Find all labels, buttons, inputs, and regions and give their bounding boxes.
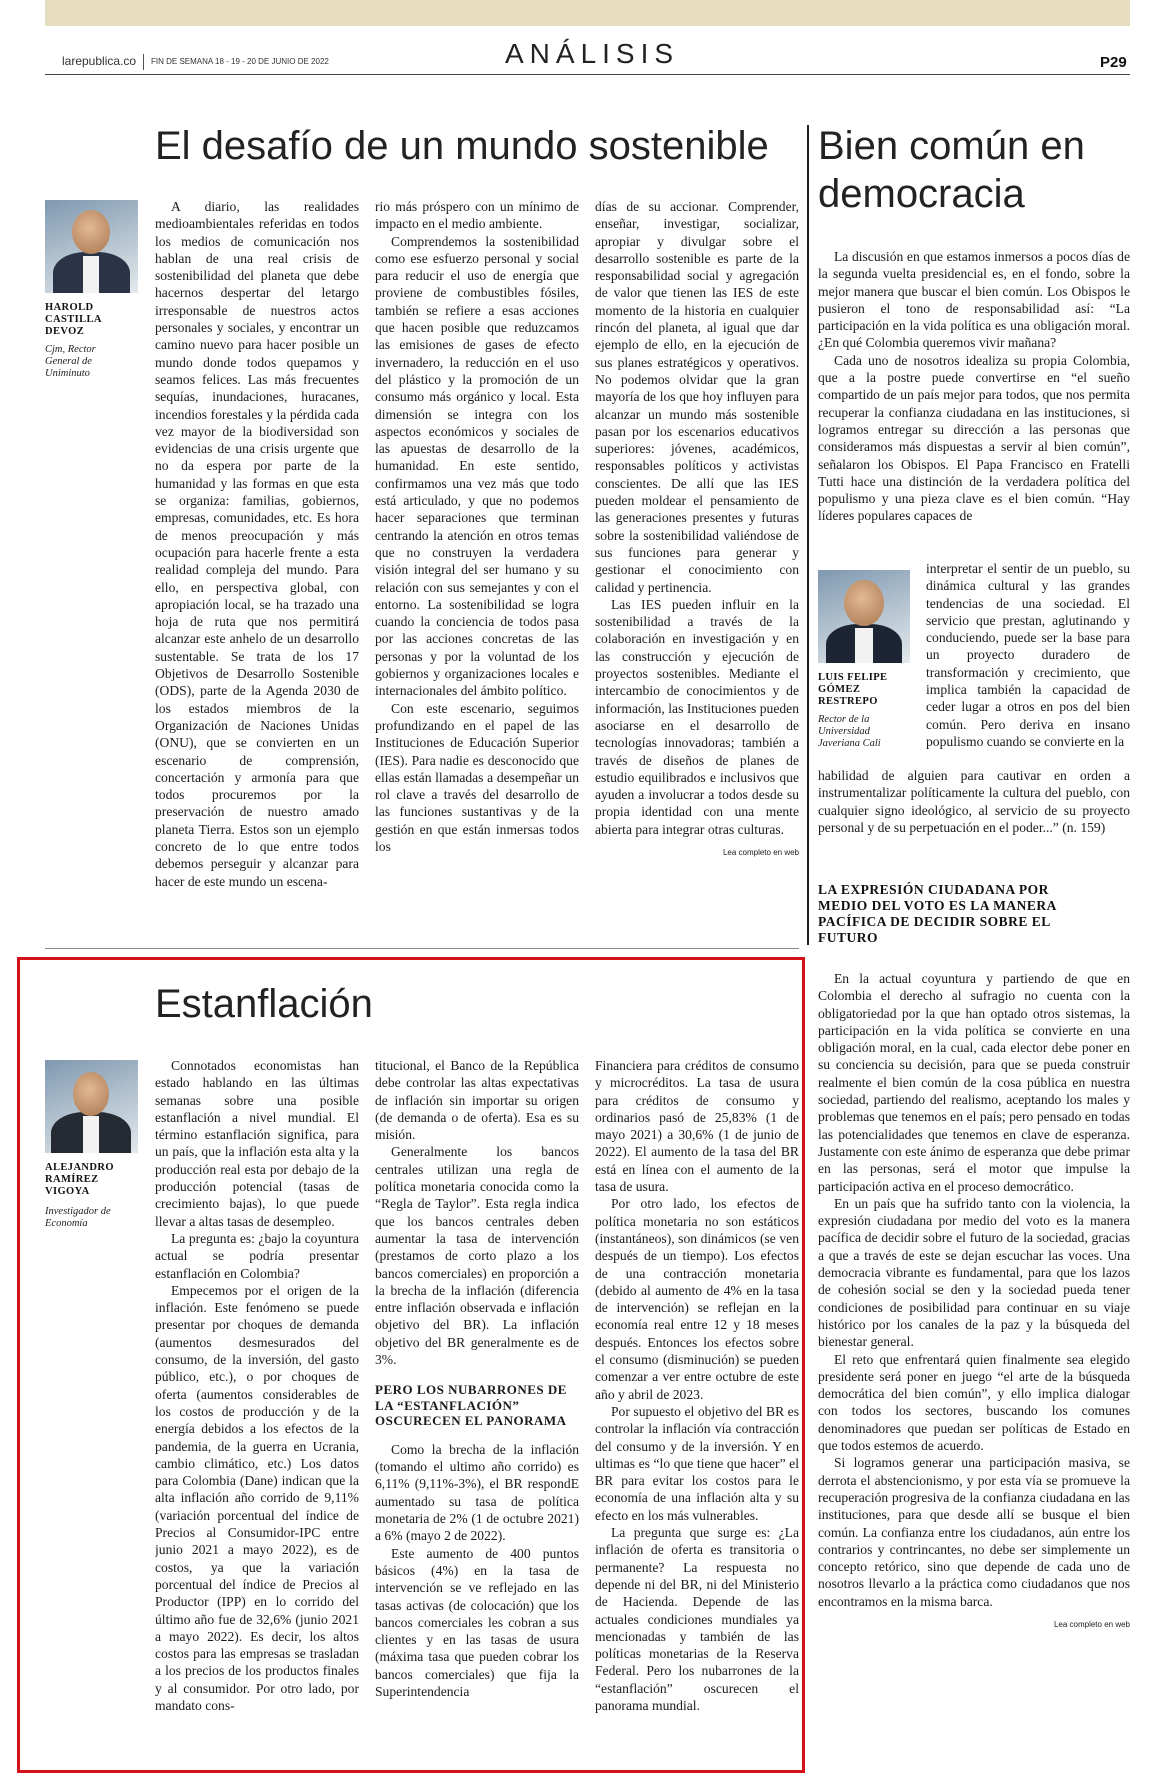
paragraph: El reto que enfrentará quien finalmente sea elegido presidente será poner en juego “el arte de la búsqueda democrática del bien común”, y ello implica dialogar con todos los sectores, buscando los comunes denominadores que puedan ser políticas de Estado en que todos estemos de acuerdo. — [818, 1351, 1130, 1454]
article-1-title: El desafío de un mundo sostenible — [155, 124, 769, 168]
edition-date: FIN DE SEMANA 18 - 19 - 20 DE JUNIO DE 2022 — [151, 57, 329, 66]
author-photo-luis-felipe — [818, 570, 910, 663]
article-3-column-2 — [375, 1057, 579, 1747]
author-role: Investigador de Economía — [45, 1206, 111, 1229]
paragraph: días de su accionar. Comprender, enseñar, investigar, socializar, apropiar y divulgar sobre el desarrollo sostenible es parte de la responsabilidad social y agregación de valor que tienen las IES de este momento de la historia en cualquier rincón del planeta, al igual que dar ejemplo de ello, en la ejecución de sus planes estratégicos y operativos. No podemos olvidar que la gran mayoría de los que hoy influyen para alcanzar un mundo más sostenible pasan por los escenarios educativos superiores: jóvenes, académicos, responsables políticos y activistas conscientes. De allí que las IES pueden moldear el pensamiento de las generaciones presentes y futuras sobre la sostenibilidad valiéndose de sus funciones para generar y gestionar el conocimiento con calidad y pertinencia. — [595, 199, 799, 595]
article-2-float-paragraph: interpretar el sentir de un pueblo, su dinámica cultural y las grandes tendencias de una sociedad. El servicio que prestan, aglutinando y conduciendo, puede ser la base para un proyecto duradero de transformación y crecimiento, que implica también la capacidad de ceder lugar a otros en pos del bien común. Pero deriva en insano populismo cuando se convierte en la — [926, 561, 1130, 749]
article-2-title: Bien común en democracia — [818, 124, 1085, 216]
paragraph: La discusión en que estamos inmersos a pocos días de la segunda vuelta presidencial es, en el fondo, sobre la mejor manera que buscar el bien común. Los Obispos le pusieron el tono de responsabilidad así: “La participación en la vida política es una obligación moral. ¿En qué Colombia queremos vivir mañana? — [818, 249, 1130, 351]
paragraph: Financiera para créditos de consumo y microcréditos. La tasa de usura para créditos de consumo y ordinarios pasó de 25,83% (1 de mayo 2021) a 30,6% (1 de junio de 2022). El aumento de la tasa del BR está en línea con el aumento de la tasa de usura. — [595, 1058, 799, 1195]
article-1-column-2 — [375, 198, 579, 920]
paragraph: Comprendemos la sostenibilidad como ese esfuerzo personal y social para reducir el uso de energía que proviene de combustibles fósiles, también se refiere a esas acciones que hacen posible que reduzcamos las emisiones de gases de efecto invernadero, la reducción en el uso del plástico y la promoción de un consumo más orgánico y local. Esta dimensión se integra con los aspectos económicos y sociales de las apuestas de desarrollo de la humanidad. En este sentido, confirmamos una vez más que todo está articulado, y que no podemos hacer separaciones que terminan centrando la atención en otros temas que no construyen la verdadera visión integral del ser humano y su relación con sus semejantes y con el entorno. La sostenibilidad se logra cuando la conciencia de todos pasa por las acciones concretas de las personas y por la voluntad de los gobiernos y organizaciones locales e internacionales del ámbito político. — [375, 233, 579, 699]
paragraph: Empecemos por el origen de la inflación. Este fenómeno se puede presentar por choques de demanda (aumentos desmesurados del consumo, de la inversión, del gasto público, etc.), o por choques de oferta (aumentos considerables de los costos de producción y de la energía debidos a los efectos de la pandemia, de la guerra en Ucrania, cambio climático, etc.) Los datos para Colombia (Dane) indican que la alta inflación año corrido de 9,11% (variación porcentual del índice de Precios al Consumidor-IPC entre junio 2021 a mayo 2022), es de costos, ya que la variación porcentual del índice de Precios al Productor (IPP) en lo corrido del último año fue de 32,6% (junio 2021 a mayo 2022). Es decir, los altos costos para las empresas se trasladan a los precios de los productos finales y al consumidor. Por otro lado, por mandato cons- — [155, 1282, 359, 1713]
author-name: LUIS FELIPE GÓMEZ RESTREPO — [818, 672, 888, 707]
author-role: Rector de la Universidad Javeriana Cali — [818, 714, 881, 749]
paragraph: Generalmente los bancos centrales utilizan una regla de política monetaria conocida como la “Regla de Taylor”. Esta regla indica que los bancos centrales deben aumentar la tasa de intervención (prestamos de corto plazo a los bancos comerciales) en proporción a la brecha de la inflación (diferencia entre inflación observada e inflación objetivo del BR). La inflación objetivo del BR generalmente es de 3%. — [375, 1144, 579, 1368]
paragraph: titucional, el Banco de la República debe controlar las altas expectativas de inflación sin importar su origen (de demanda o de oferta). Esa es su misión. — [375, 1058, 579, 1143]
paragraph: rio más próspero con un mínimo de impacto en el medio ambiente. — [375, 199, 579, 232]
paragraph: Este aumento de 400 puntos básicos (4%) en la tasa de intervención se ve reflejado en las tasas activas (de colocación) que los bancos comerciales les cobran a sus clientes y en las tasas de usura (máxima tasa que pueden cobrar los bancos comerciales) que fija la Superintendencia — [375, 1545, 579, 1699]
page-number: P29 — [1100, 54, 1127, 71]
article-2-subhead: LA EXPRESIÓN CIUDADANA POR MEDIO DEL VOTO ES LA MANERA PACÍFICA DE DECIDIR SOBRE EL FUTURO — [818, 882, 1057, 945]
author-photo-alejandro — [45, 1060, 138, 1153]
top-color-band — [45, 0, 1130, 26]
paragraph: Connotados economistas han estado hablando en las últimas semanas sobre una posible estanflación a nivel mundial. El término estanflación significa, para un país, que la inflación esta alta y la producción real esta por debajo de la producción potencial (tasas de crecimiento bajas), lo que puede llevar a altas tasas de desempleo. — [155, 1058, 359, 1229]
read-more-link[interactable]: Lea completo en web — [722, 847, 799, 857]
article-2-intro — [818, 248, 1130, 560]
paragraph: Si logramos generar una participación masiva, se derrota el abstencionismo, y por esta vía se promueve la recuperación progresiva de la confianza ciudadana en las instituciones, para que desde allí se busque el bien común. La confianza entre los ciudadanos, aún entre los contrarios y contrincantes, no debe ser simplemente un concepto retórico, sino que depende de cada uno de nosotros llevarlo a la práctica como ciudadanos que nos encontramos en la misma barca. — [818, 1455, 1130, 1609]
paragraph: En un país que ha sufrido tanto con la violencia, la expresión ciudadana por medio del voto es la manera pacífica de decidir sobre el futuro de la sociedad, gracias a que a través de este se dejan escuchar las voces. Una democracia vibrante es fundamental, para que los lazos de cohesión social se den y la sociedad pueda tener condiciones de posibilidad para continuar en su viaje histórico por los canales de la paz y la búsqueda del bienestar general. — [818, 1195, 1130, 1350]
article-2-body — [818, 970, 1130, 1755]
paragraph: habilidad de alguien para cautivar en orden a instrumentalizar políticamente la cultura del pueblo, con cualquier signo ideológico, al servicio de su proyecto personal y de su perpetuación en el poder...” (n. 159) — [818, 768, 1130, 835]
header-separator — [143, 54, 144, 70]
article-1-column-1 — [155, 198, 359, 920]
paragraph: Cada uno de nosotros idealiza su propia Colombia, que a la postre puede convertirse en “el sueño compartido de un país mejor para todos, que nos permita recuperar la confianza ciudadana en las instituciones, si logramos entregar su dirección a las personas que consideramos más dispuestas a servir al bien común”, señalaron los Obispos. El Papa Francisco en Fratelli Tutti hace una distinción de la verdadera política del populismo y una pieza clave es el bien común. “Hay líderes populares capaces de — [818, 352, 1130, 524]
paragraph: Por otro lado, los efectos de política monetaria no son estáticos (instantáneos), son dinámicos (se ven después de un tiempo). Los efectos de una contracción monetaria (debido al aumento de 4% en la tasa de intervención) se reflejan en la economía real entre 12 y 18 meses después. Entonces los efectos sobre el consumo (disminución) se pueden comenzar a ver entre octubre de este año y abril de 2023. — [595, 1196, 799, 1402]
paragraph: A diario, las realidades medioambientales referidas en todos los medios de comunicación nos hablan de una real crisis de sostenibilidad del planeta que debe hacernos despertar del letargo irresponsable de nuestros actos personales y sociales, y encontrar un camino nuevo para hacer posible un mundo donde todos quepamos y seamos felices. Las más frecuentes sequías, inundaciones, huracanes, incendios forestales y la pérdida cada vez mayor de la biodiversidad son evidencias de una crisis urgente que no da espera por parte de la humanidad y las formas en que esta se organiza: familias, gobiernos, empresas, comunidades, etc. Es hora de menos preocupación y más ocupación para hacerle frente a esta realidad compleja del mundo. Para ello, en perspectiva global, con apropiación local, se ha trazado una hoja de ruta que nos permitirá alcanzar este anhelo de un desarrollo sustentable. Se trata de los 17 Objetivos de Desarrollo Sostenible (ODS), parte de la Agenda 2030 de los estados miembros de la Organización de Naciones Unidas (ONU), que se convierten en un escenario de comprensión, concertación y armonía para que todos procuremos por la preservación de nuestro amado planeta Tierra. Estos son un ejemplo concreto de lo que entre todos debemos perseguir y alcanzar para hacer de este mundo un escena- — [155, 199, 359, 889]
read-more-link[interactable]: Lea completo en web — [1053, 1619, 1130, 1629]
author-name: HAROLD CASTILLA DEVOZ — [45, 302, 102, 337]
paragraph: La pregunta que surge es: ¿La inflación de oferta es transitoria o permanente? La respuesta no depende ni del BR, ni del Ministerio de Hacienda. Depende de las actuales condiciones mundiales ya mencionadas y también de las políticas monetarias de la Reserva Federal. Pero los nubarrones de la “estanflación” oscurecen el panorama mundial. — [595, 1525, 799, 1713]
article-1-column-3 — [595, 198, 799, 920]
author-name: ALEJANDRO RAMÍREZ VIGOYA — [45, 1162, 114, 1197]
author-photo-harold — [45, 200, 138, 293]
author-role: Cjm, Rector General de Uniminuto — [45, 344, 96, 379]
article-divider — [45, 948, 799, 949]
article-3-column-3 — [595, 1057, 799, 1747]
header-rule — [45, 74, 1130, 75]
paragraph: Con este escenario, seguimos profundizando en el papel de las Instituciones de Educación Superior (IES). Para nadie es desconocido que ellas están llamadas a desempeñar un rol clave a través del desarrollo de las funciones sustantivas y de la gestión en que están inmersas todos los — [375, 700, 579, 854]
site-name[interactable]: larepublica.co — [62, 54, 137, 68]
paragraph: Las IES pueden influir en la sostenibilidad a través de la colaboración en investigación y en las construcción y ejecución de proyectos sostenibles. Mediante el intercambio de conocimientos y de información, las Instituciones pueden asociarse en el desarrollo de tecnologías innovadoras; también a través de diseños de planes de estudio equilibrados e inclusivos que ayuden a involucrar a todos desde su propia identidad con una mente abierta para integrar otras culturas. — [595, 596, 799, 837]
article-3-title: Estanflación — [155, 982, 373, 1026]
paragraph: En la actual coyuntura y partiendo de que en Colombia el derecho al sufragio no cuenta con la obligatoriedad por la que han optado otros sistemas, la participación en la vida política se convierte en una obligación moral, en la cual, cada elector debe poner en su conciencia su decisión, para que se pueda construir realmente el bien común de la cosa pública en nuestra sociedad, partiendo del realismo, aceptando los males y problemas que tenemos en el país; pero pensado en todas las potencialidades que tenemos en clave de esperanza. Justamente con este ánimo de esperanza que debe primar en las personas, será el motor que impulse la participación activa en el proceso democrático. — [818, 971, 1130, 1194]
column-divider — [807, 125, 809, 945]
article-3-column-1 — [155, 1057, 359, 1747]
article-3-subhead: PERO LOS NUBARRONES DE LA “ESTANFLACIÓN” OSCURECEN EL PANORAMA — [375, 1382, 567, 1429]
paragraph: La pregunta es: ¿bajo la coyuntura actual se podría presentar estanflación en Colombia? — [155, 1230, 359, 1281]
paragraph: Por supuesto el objetivo del BR es controlar la inflación vía contracción del consumo y de la inversión. Y en ultimas es “lo que tiene que hacer” el BR para evitar los costos para le economía de una inflación alta y su efecto en los más vulnerables. — [595, 1403, 799, 1523]
paragraph: Como la brecha de la inflación (tomando el ultimo año corrido) es 6,11% (9,11%-3%), el BR respondE aumentado su tasa de política monetaria de 2% (1 de octubre 2021) a 6% (mayo 2 de 2022). — [375, 1441, 579, 1544]
article-2-quote-end — [818, 767, 1130, 847]
section-title: ANÁLISIS — [505, 38, 680, 69]
